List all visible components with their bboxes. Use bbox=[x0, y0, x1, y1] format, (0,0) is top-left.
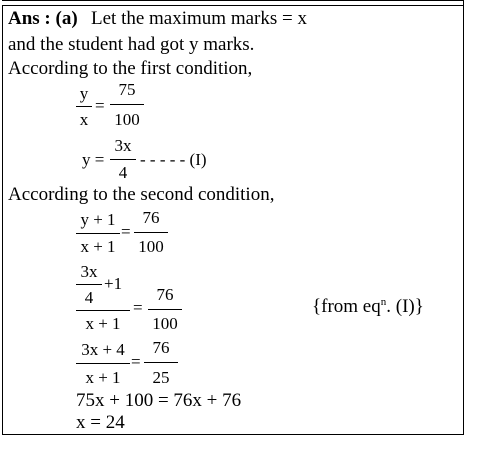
eq5-fraction-bar-left bbox=[76, 363, 130, 364]
eq4-denominator-left: x + 1 bbox=[85, 314, 121, 333]
answer-line-2: and the student had got y marks. bbox=[8, 34, 255, 55]
eq7-result: x = 24 bbox=[76, 412, 125, 433]
eq3-equals: = bbox=[121, 222, 131, 241]
eq1-fraction-bar-right bbox=[110, 104, 144, 105]
eq4-denominator-right: 100 bbox=[152, 314, 178, 333]
answer-line-1: Let the maximum marks = x bbox=[91, 8, 307, 29]
eq3-fraction-bar-right bbox=[134, 232, 168, 233]
eq2-fraction-bar bbox=[110, 159, 136, 160]
eq2-lhs: y = bbox=[82, 150, 105, 169]
eq3-fraction-bar-left bbox=[76, 233, 120, 234]
eq4-inner-denominator: 4 bbox=[84, 288, 94, 307]
eq4-equals: = bbox=[133, 298, 143, 317]
eq4-fraction-bar-right bbox=[148, 309, 182, 310]
eq3-numerator-left: y + 1 bbox=[80, 210, 116, 229]
eq5-equals: = bbox=[131, 352, 141, 371]
eq5-denominator-right: 25 bbox=[152, 368, 170, 387]
eq1-fraction-bar-left bbox=[76, 106, 92, 107]
equation-reference-superscript: n bbox=[380, 296, 387, 308]
eq1-denominator-left: x bbox=[79, 110, 89, 129]
eq5-numerator-left: 3x + 4 bbox=[81, 340, 125, 359]
top-rule bbox=[2, 0, 464, 1]
eq3-denominator-left: x + 1 bbox=[80, 237, 116, 256]
eq5-denominator-left: x + 1 bbox=[85, 368, 121, 387]
eq5-fraction-bar-right bbox=[144, 362, 178, 363]
eq2-denominator: 4 bbox=[118, 163, 128, 182]
eq6-line: 75x + 100 = 76x + 76 bbox=[76, 390, 242, 411]
condition-1-heading: According to the first condition, bbox=[8, 58, 253, 79]
eq2-label: - - - - - (I) bbox=[140, 150, 207, 169]
eq4-inner-plus: +1 bbox=[104, 274, 123, 293]
eq2-numerator: 3x bbox=[114, 136, 132, 155]
eq1-numerator-right: 75 bbox=[118, 80, 136, 99]
eq4-fraction-bar-left bbox=[76, 310, 130, 311]
eq1-denominator-right: 100 bbox=[114, 110, 140, 129]
answer-prefix: Ans : (a) bbox=[8, 8, 78, 29]
eq1-numerator-left: y bbox=[79, 84, 89, 103]
eq1-equals: = bbox=[95, 96, 105, 115]
eq4-inner-numerator: 3x bbox=[80, 262, 98, 281]
eq4-numerator-right: 76 bbox=[156, 285, 174, 304]
eq4-inner-fraction-bar bbox=[76, 284, 102, 285]
equation-reference: {from $eq^n$. (I)} bbox=[312, 296, 424, 317]
eq5-numerator-right: 76 bbox=[152, 338, 170, 357]
condition-2-heading: According to the second condition, bbox=[8, 184, 275, 205]
eq3-numerator-right: 76 bbox=[142, 208, 160, 227]
eq3-denominator-right: 100 bbox=[138, 237, 164, 256]
